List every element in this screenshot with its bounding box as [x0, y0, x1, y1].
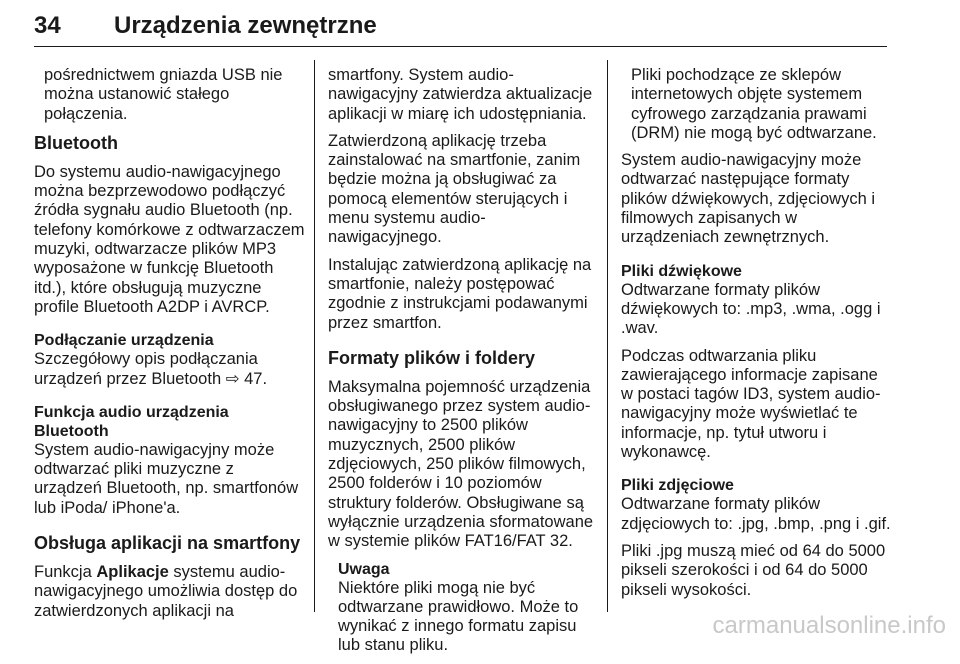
audio-paragraph: System audio-nawigacyjny może odtwarzać pliki muzyczne z urządzeń Bluetooth, np. smartfonów lub iPoda/ iPhone'a.: [34, 440, 299, 517]
sound-formats-paragraph: Odtwarzane formaty plików dźwiękowych to: .mp3, .wma, .ogg i .wav.: [621, 280, 881, 338]
page-header: [34, 6, 887, 47]
apps-keyword: Aplikacje: [96, 563, 169, 582]
note-paragraph: Niektóre pliki mogą nie być odtwarzane prawidłowo. Może to wynikać z innego formatu zapisu lub stanu pliku.: [338, 578, 579, 655]
photo-size-paragraph: Pliki .jpg muszą mieć od 64 do 5000 pikseli szerokości i od 64 do 5000 pikseli wysokości.: [621, 541, 886, 599]
column-divider: [314, 60, 315, 612]
apps-continued-paragraph: smartfony. System audio-nawigacyjny zatwierdza aktualizacje aplikacji w miarę ich udostępniania.: [328, 66, 593, 123]
section-heading-formats: Formaty plików i foldery: [328, 347, 536, 368]
photo-formats-paragraph: Odtwarzane formaty plików zdjęciowych to: .jpg, .bmp, .png i .gif.: [621, 495, 891, 533]
formats-paragraph: Maksymalna pojemność urządzenia obsługiwanego przez system audio-nawigacyjny to 2500 plików muzycznych, 2500 plików zdjęciowych, 250 plików filmowych, 2500 folderów i 10 poziomów struktury folderów. Obsługiwane są wyłącznie urządzenia sformatowane w systemie plików FAT16/FAT 32.: [328, 377, 594, 551]
subheading-audio: Funkcja audio urządzenia Bluetooth: [34, 403, 229, 440]
section-heading-bluetooth: Bluetooth: [34, 132, 118, 153]
subheading-sound-files: Pliki dźwiękowe: [621, 262, 742, 280]
id3-paragraph: Podczas odtwarzania pliku zawierającego informacje zapisane w postaci tagów ID3, system audio-nawigacyjny może wyświetlać te informacje, np. tytuł utworu i wykonawcę.: [621, 346, 881, 462]
column-left: [34, 66, 306, 629]
column-middle: [328, 66, 596, 664]
intro-paragraph: pośrednictwem gniazda USB nie można ustanowić stałego połączenia.: [44, 66, 283, 123]
watermark: carmanualsonline.info: [712, 612, 946, 639]
apps-text-start: Funkcja: [34, 563, 97, 582]
section-heading-apps: Obsługa aplikacji na smartfony: [34, 533, 301, 554]
column-right: [621, 66, 891, 608]
apps-text-end: systemu audio-nawigacyjnego umożliwia dostęp do zatwierdzonych aplikacji na: [34, 563, 298, 620]
page-number: 34: [34, 12, 61, 39]
page-title: Urządzenia zewnętrzne: [114, 12, 377, 39]
drm-paragraph: Pliki pochodzące ze sklepów internetowych objęte systemem cyfrowego zarządzania prawami (DRM) nie mogą być odtwarzane.: [631, 66, 877, 142]
column-divider: [607, 60, 608, 612]
apps-paragraph: [34, 563, 306, 621]
connect-paragraph: Szczegółowy opis podłączania urządzeń przez Bluetooth ⇨ 47.: [34, 350, 268, 388]
note-heading: Uwaga: [338, 560, 390, 578]
install-paragraph: Zatwierdzoną aplikację trzeba zainstalować na smartfonie, zanim będzie można ją obsługiwać za pomocą elementów sterujących i menu systemu audio-nawigacyjnego.: [328, 131, 581, 247]
instructions-paragraph: Instalując zatwierdzoną aplikację na smartfonie, należy postępować zgodnie z instrukcjami podawanymi przez smartfon.: [328, 255, 592, 332]
subheading-photo-files: Pliki zdjęciowe: [621, 477, 734, 495]
note-box: [328, 560, 596, 656]
supported-formats-paragraph: System audio-nawigacyjny może odtwarzać następujące formaty plików dźwiękowych, zdjęciowych i filmowych zapisanych w urządzeniach zewnętrznych.: [621, 151, 876, 247]
bluetooth-paragraph: Do systemu audio-nawigacyjnego można bezprzewodowo podłączyć źródła sygnału audio Bluetooth (np. telefony komórkowe z odtwarzaczem muzyki, odtwarzacze plików MP3 wyposażone w funkcję Bluetooth itd.), które obsługują muzyczne profile Bluetooth A2DP i AVRCP.: [34, 162, 305, 316]
subheading-connect: Podłączanie urządzenia: [34, 332, 214, 350]
